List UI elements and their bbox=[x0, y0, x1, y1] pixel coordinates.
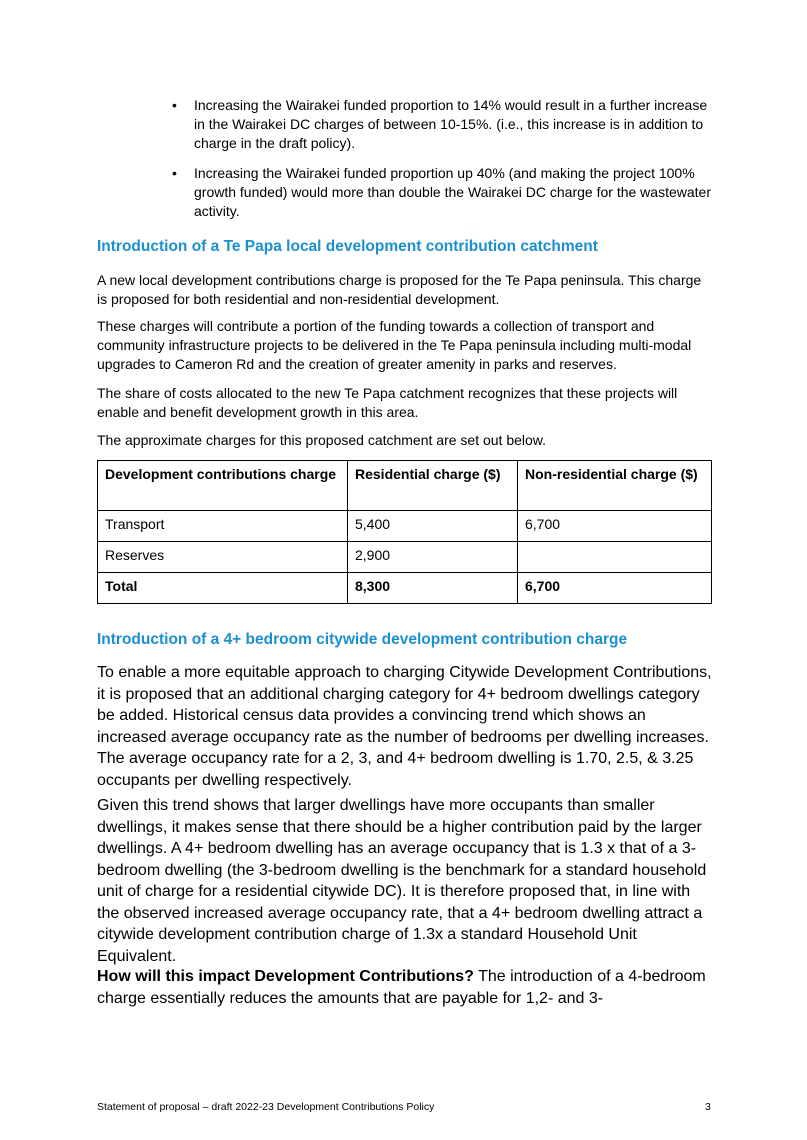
table-cell: Reserves bbox=[98, 542, 348, 573]
table-cell: Transport bbox=[98, 511, 348, 542]
paragraph: A new local development contributions charge is proposed for the Te Papa peninsula. This charge is proposed for both residential and non-residential development. bbox=[97, 272, 702, 307]
paragraph: Given this trend shows that larger dwellings have more occupants than smaller dwellings, it makes sense that there should be a higher contribution paid by the larger dwellings. A 4+ bedroom dwelling has an average occupancy that is 1.3 x that of a 3-bedroom dwelling (the 3-bedroom dwelling is the benchmark for a standard household unit of charge for a residential citywide DC). It is therefore proposed that, in line with the observed increased average occupancy rate, that a 4+ bedroom dwelling attract a citywide development contribution charge of 1.3x a standard Household Unit Equivalent. bbox=[97, 797, 707, 965]
table-header-cell: Development contributions charge bbox=[98, 461, 348, 511]
bullet-icon: • bbox=[172, 97, 177, 113]
charges-table bbox=[97, 460, 712, 604]
page-number: 3 bbox=[705, 1101, 711, 1113]
table-cell: 5,400 bbox=[348, 511, 518, 542]
table-header-cell: Residential charge ($) bbox=[348, 461, 518, 511]
table-cell: 6,700 bbox=[518, 511, 712, 542]
table-header-row bbox=[98, 461, 712, 511]
table-header-cell: Non-residential charge ($) bbox=[518, 461, 712, 511]
paragraph: The share of costs allocated to the new Te Papa catchment recognizes that these projects will enable and benefit development growth in this area. bbox=[97, 385, 678, 420]
table-row bbox=[98, 542, 712, 573]
paragraph: To enable a more equitable approach to charging Citywide Development Contributions, it is proposed that an additional charging category for 4+ bedroom dwellings category be added. Historical census data provides a convincing trend which shows an increased average occupancy rate as the number of bedrooms per dwelling increases. The average occupancy rate for a 2, 3, and 4+ bedroom dwelling is 1.70, 2.5, & 3.25 occupants per dwelling respectively. bbox=[97, 664, 712, 789]
table-total-row bbox=[98, 573, 712, 604]
paragraph bbox=[97, 966, 714, 1009]
paragraph: The approximate charges for this proposed catchment are set out below. bbox=[97, 432, 547, 448]
table-cell: 2,900 bbox=[348, 542, 518, 573]
table-cell: 8,300 bbox=[348, 573, 518, 604]
bold-lead-in: How will this impact Development Contributions? bbox=[97, 968, 474, 985]
section-heading-te-papa: Introduction of a Te Papa local development contribution catchment bbox=[97, 238, 598, 255]
bullet-icon: • bbox=[172, 165, 177, 181]
table-row bbox=[98, 511, 712, 542]
table-cell: 6,700 bbox=[518, 573, 712, 604]
bullet-list bbox=[172, 96, 717, 232]
paragraph: These charges will contribute a portion of the funding towards a collection of transport and community infrastructure projects to be delivered in the Te Papa peninsula including multi-modal upgrades to Cameron Rd and the creation of greater amenity in parks and reserves. bbox=[97, 318, 692, 372]
paragraph-text: The introduction of a 4-bedroom charge essentially reduces the amounts that are payable for 1,2- and 3- bbox=[97, 968, 706, 1007]
table-cell: Total bbox=[98, 573, 348, 604]
list-item bbox=[172, 96, 717, 153]
table-cell bbox=[518, 542, 712, 573]
footer-title: Statement of proposal – draft 2022-23 Development Contributions Policy bbox=[97, 1101, 435, 1113]
bullet-text: Increasing the Wairakei funded proportion up 40% (and making the project 100% growth funded) would more than double the Wairakei DC charge for the wastewater activity. bbox=[194, 165, 711, 219]
section-heading-4-bedroom: Introduction of a 4+ bedroom citywide development contribution charge bbox=[97, 631, 628, 648]
list-item bbox=[172, 164, 717, 221]
bullet-text: Increasing the Wairakei funded proportion to 14% would result in a further increase in the Wairakei DC charges of between 10-15%. (i.e., this increase is in addition to charge in the draft policy). bbox=[194, 97, 708, 151]
